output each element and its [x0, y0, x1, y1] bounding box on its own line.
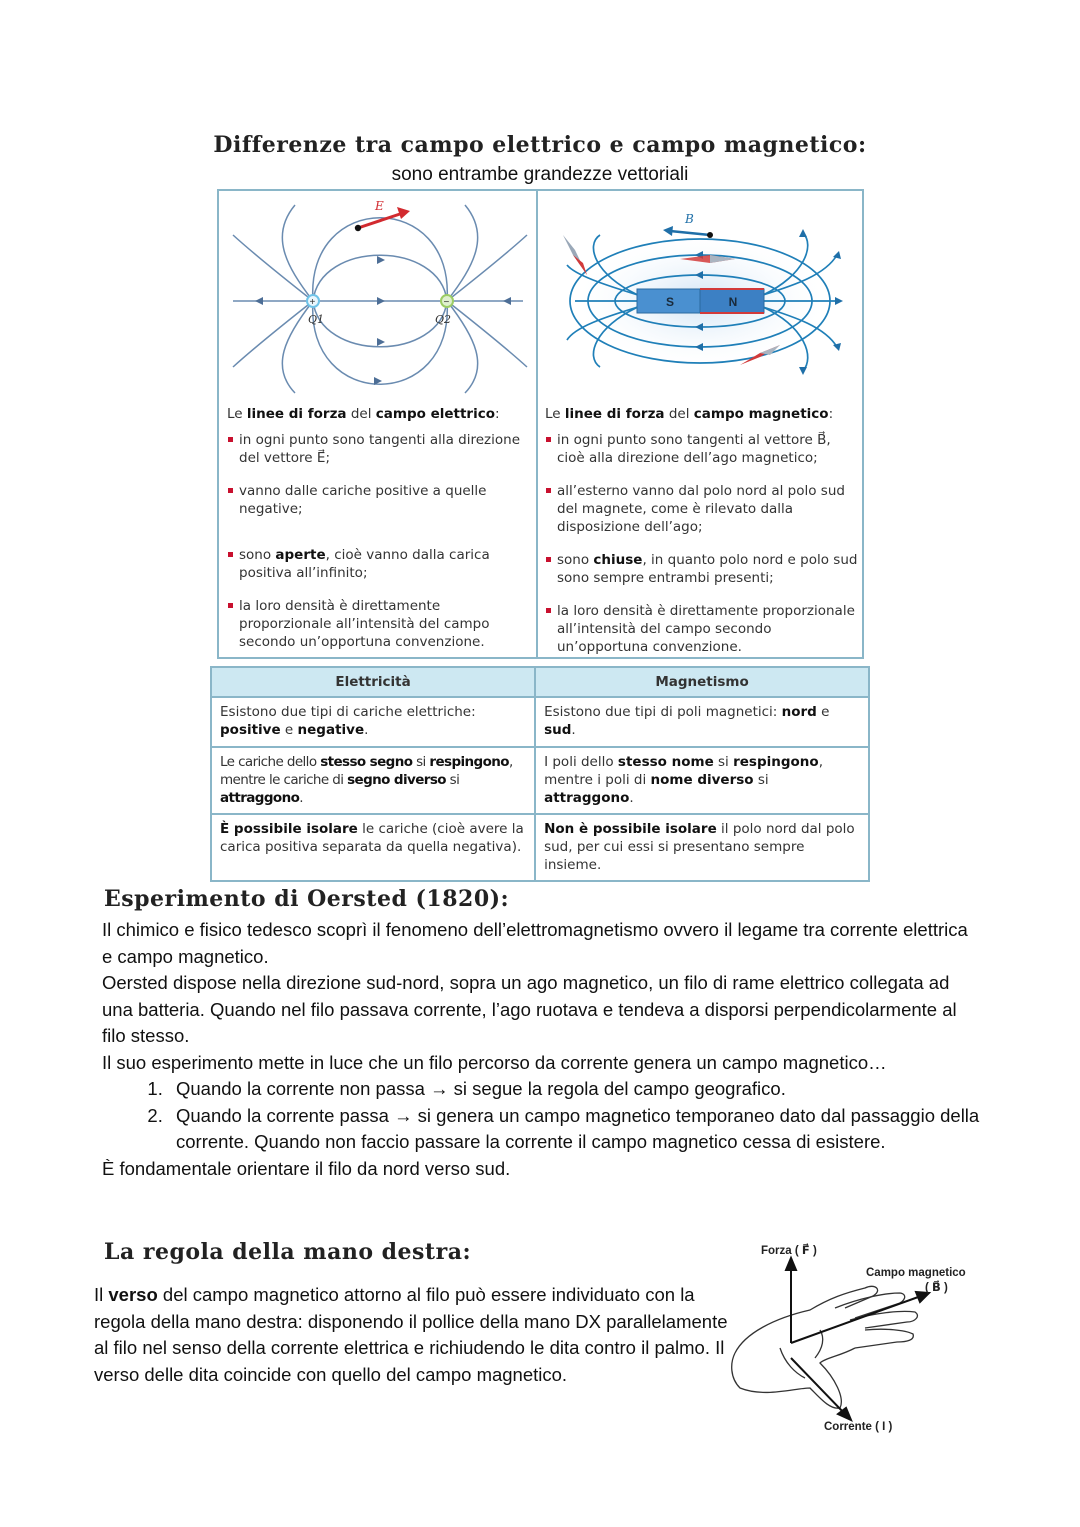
magnetic-desc-item: la loro densità è direttamente proporzionale all’intensità del campo secondo un’opportuna convenzione.	[545, 602, 861, 656]
table-row	[211, 697, 869, 747]
table-cell: Non è possibile isolare il polo nord dal polo sud, per cui essi si presentano sempre insieme.	[535, 814, 869, 881]
oersted-section-title: Esperimento di Oersted (1820):	[104, 886, 510, 912]
right-hand-rule-body: Il verso del campo magnetico attorno al filo può essere individuato con la regola della mano destra: disponendo il pollice della mano DX parallelamente al filo nel senso della corrente elettrica e richiudendo le dita contro il palmo. Il verso delle dita coincide con quello del campo magnetico.	[94, 1284, 728, 1385]
column-divider	[536, 191, 538, 657]
electric-vector-label: E	[375, 199, 384, 213]
positive-charge-sign: +	[309, 297, 316, 308]
electric-desc-item: vanno dalle cariche positive a quelle negative;	[227, 482, 527, 518]
magnetic-desc-item: all’esterno vanno dal polo nord al polo sud del magnete, come è rilevato dalla disposizione dell’ago;	[545, 482, 861, 536]
numbered-list	[102, 1076, 982, 1156]
page-subtitle: sono entrambe grandezze vettoriali	[391, 164, 689, 185]
charge-q1-label: Q1	[308, 313, 325, 326]
electric-desc-item: la loro densità è direttamente proporzionale all’intensità del campo secondo un’opportuna convenzione.	[227, 597, 527, 651]
paragraph: Il chimico e fisico tedesco scoprì il fenomeno dell’elettromagnetismo ovvero il legame tra corrente elettrica e campo magnetico.	[102, 919, 968, 967]
column-header-magnetismo: Magnetismo	[535, 667, 869, 697]
electric-field-description	[227, 405, 527, 666]
north-pole-label: N	[728, 295, 738, 309]
paragraph: Oersted dispose nella direzione sud-nord, sopra un ago magnetico, un filo di rame elettrico collegata ad una batteria. Quando nel filo passava corrente, l’ago ruotava e tendeva a disporsi perpendicolarmente al filo stesso.	[102, 972, 957, 1046]
magnetic-field-description	[545, 405, 861, 671]
right-hand-rule-diagram	[725, 1238, 995, 1438]
list-item: 2. Quando la corrente passa → si genera un campo magnetico temporaneo dato dal passaggio della corrente. Quando non faccio passare la corrente il campo magnetico cessa di esistere.	[168, 1103, 982, 1156]
table-row	[211, 747, 869, 814]
magnetic-desc-item: in ogni punto sono tangenti al vettore B⃗, cioè alla direzione dell’ago magnetico;	[545, 431, 861, 467]
electric-desc-item: sono aperte, cioè vanno dalla carica positiva all’infinito;	[227, 546, 527, 582]
magnetic-desc-lead: Le linee di forza del campo magnetico:	[545, 406, 834, 422]
table-cell: Le cariche dello stesso segno si respingono, mentre le cariche di segno diverso si attraggono.	[211, 747, 535, 814]
table-cell: I poli dello stesso nome si respingono, mentre i poli di nome diverso si attraggono.	[535, 747, 869, 814]
magnetic-field-symbol: ( B⃗ )	[925, 1282, 948, 1294]
south-pole-label: S	[665, 295, 675, 309]
force-label: Forza ( F⃗ )	[761, 1245, 817, 1257]
electric-desc-item: in ogni punto sono tangenti alla direzione del vettore E⃗;	[227, 431, 527, 467]
magnetic-vector-label: B	[685, 212, 694, 226]
paragraph: È fondamentale orientare il filo da nord verso sud.	[102, 1157, 511, 1179]
oersted-section-body	[102, 917, 982, 1182]
table-cell: Esistono due tipi di poli magnetici: nord e sud.	[535, 697, 869, 747]
page-title: Differenze tra campo elettrico e campo magnetico:	[213, 132, 867, 158]
right-hand-rule-title: La regola della mano destra:	[104, 1239, 472, 1265]
magnetic-field-diagram	[545, 195, 857, 395]
table-cell: È possibile isolare le cariche (cioè avere la carica positiva separata da quella negativa).	[211, 814, 535, 881]
comparison-table	[210, 666, 870, 882]
table-row	[211, 814, 869, 881]
magnetic-desc-item: sono chiuse, in quanto polo nord e polo sud sono sempre entrambi presenti;	[545, 551, 861, 587]
column-header-elettricita: Elettricità	[211, 667, 535, 697]
table-cell: Esistono due tipi di cariche elettriche: positive e negative.	[211, 697, 535, 747]
charge-q2-label: Q2	[435, 313, 452, 326]
electric-desc-lead: Le linee di forza del campo elettrico:	[227, 406, 500, 422]
paragraph: Il suo esperimento mette in luce che un filo percorso da corrente genera un campo magnetico…	[102, 1051, 887, 1073]
list-item: 1. Quando la corrente non passa → si segue la regola del campo geografico.	[168, 1076, 982, 1103]
current-label: Corrente ( I )	[824, 1421, 893, 1433]
magnetic-field-label: Campo magnetico	[866, 1267, 966, 1279]
field-comparison-figure	[217, 189, 864, 659]
negative-charge-sign: −	[443, 297, 450, 308]
electric-field-diagram	[225, 195, 531, 395]
